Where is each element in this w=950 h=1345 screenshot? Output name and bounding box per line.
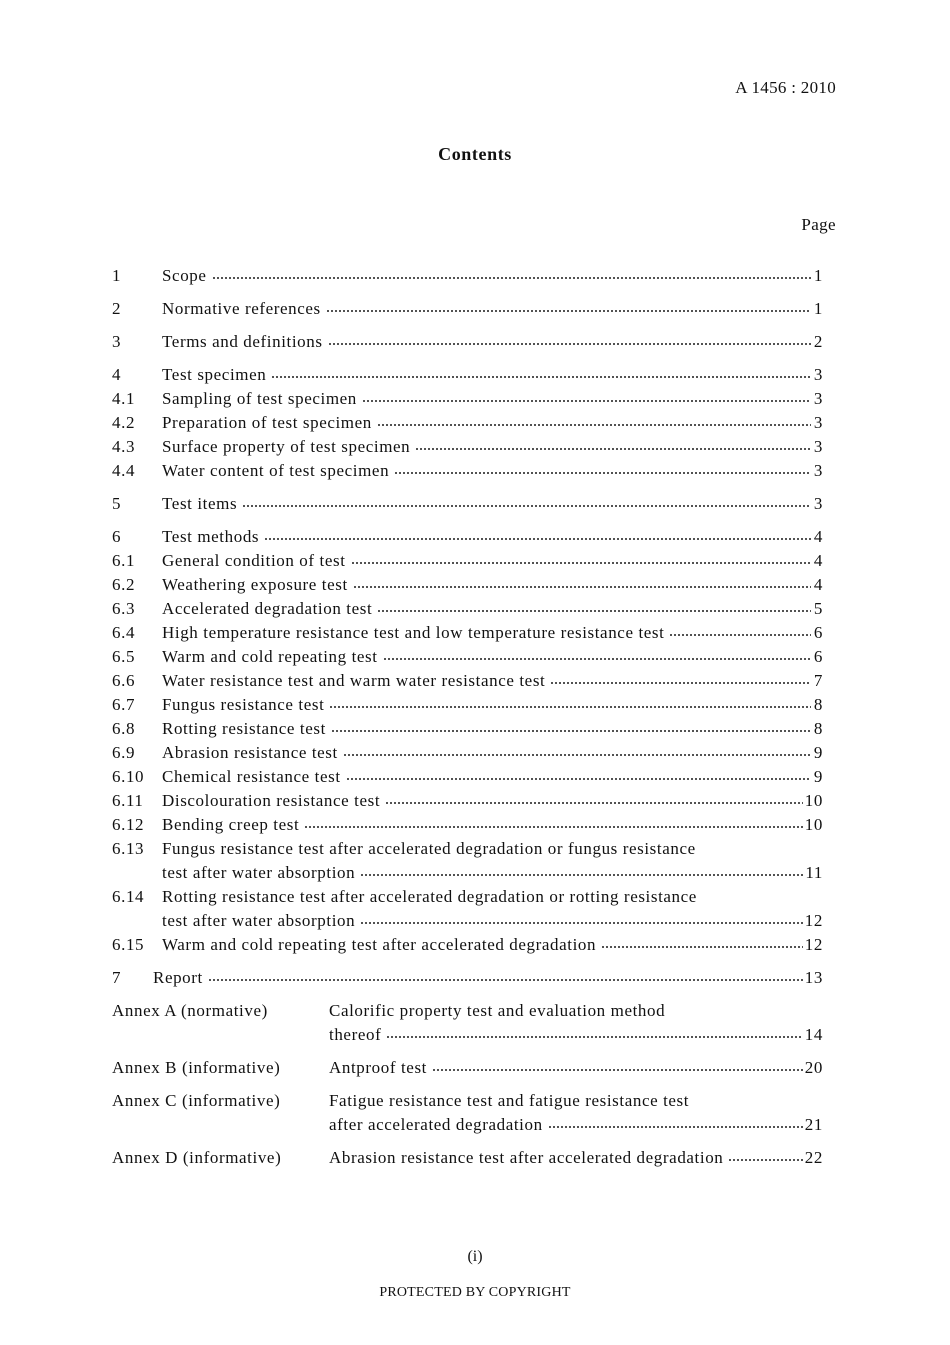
toc-entry[interactable] (112, 741, 823, 765)
toc-title: Accelerated degradation test (162, 599, 373, 618)
dot-leader (242, 505, 811, 507)
toc-number: 6.1 (112, 551, 136, 570)
toc-page: 12 (804, 935, 823, 954)
toc-page: 4 (813, 575, 823, 594)
toc-title: Test items (162, 494, 238, 513)
toc-title-continued: test after water absorption (162, 863, 356, 882)
annex-entry[interactable] (112, 1056, 823, 1080)
toc-number: 6.11 (112, 791, 144, 810)
toc-entry[interactable] (112, 363, 823, 387)
toc-title: Surface property of test specimen (162, 437, 411, 456)
dot-leader (208, 979, 803, 981)
toc-number: 6.9 (112, 743, 136, 762)
toc-entry[interactable] (112, 693, 823, 717)
toc-page: 13 (804, 968, 823, 987)
annex-label: Annex D (informative) (112, 1148, 282, 1167)
toc-page: 3 (813, 365, 823, 384)
toc-entry[interactable] (112, 435, 823, 459)
annex-title-continued: after accelerated degradation (329, 1115, 543, 1134)
dot-leader (669, 634, 811, 636)
annex-entry-continuation[interactable] (112, 1113, 823, 1137)
annex-title: Abrasion resistance test after accelerated degradation (329, 1148, 724, 1167)
dot-leader (385, 802, 803, 804)
dot-leader (304, 826, 802, 828)
toc-title: Fungus resistance test (162, 695, 325, 714)
dot-leader (328, 343, 811, 345)
toc-entry[interactable] (112, 492, 823, 516)
toc-number: 6.5 (112, 647, 136, 666)
dot-leader (432, 1069, 803, 1071)
dot-leader (271, 376, 811, 378)
dot-leader (377, 610, 811, 612)
annex-title: Antproof test (329, 1058, 427, 1077)
toc-page: 9 (813, 767, 823, 786)
toc-page: 3 (813, 461, 823, 480)
toc-number: 4.3 (112, 437, 136, 456)
toc-entry[interactable] (112, 789, 823, 813)
toc-page: 4 (813, 551, 823, 570)
toc-entry[interactable] (112, 621, 823, 645)
toc-number: 6.3 (112, 599, 136, 618)
toc-number: 6.14 (112, 887, 145, 906)
toc-page: 10 (804, 815, 823, 834)
toc-number: 6.10 (112, 767, 145, 786)
toc-entry[interactable] (112, 597, 823, 621)
toc-number: 2 (112, 299, 122, 318)
dot-leader (360, 922, 803, 924)
toc-entry-continuation[interactable] (112, 909, 823, 933)
page-title: Contents (438, 144, 512, 164)
toc-entry[interactable] (112, 765, 823, 789)
dot-leader (212, 277, 811, 279)
toc-entry[interactable] (112, 717, 823, 741)
dot-leader (326, 310, 811, 312)
toc-number: 4.1 (112, 389, 136, 408)
footer-page-number: (i) (467, 1248, 483, 1265)
toc-title: Test methods (162, 527, 260, 546)
toc-number: 4.2 (112, 413, 136, 432)
dot-leader (346, 778, 811, 780)
toc-title: Chemical resistance test (162, 767, 341, 786)
dot-leader (386, 1036, 802, 1038)
toc-entry[interactable] (112, 966, 823, 990)
dot-leader (353, 586, 811, 588)
toc-title: High temperature resistance test and low temperature resistance test (162, 623, 665, 642)
toc-title: Weathering exposure test (162, 575, 348, 594)
toc-entry[interactable] (112, 813, 823, 837)
toc-entry[interactable] (112, 525, 823, 549)
toc-title: Water content of test specimen (162, 461, 390, 480)
toc-page: 1 (813, 299, 823, 318)
toc-page: 3 (813, 437, 823, 456)
toc-number: 4.4 (112, 461, 136, 480)
toc-entry[interactable] (112, 645, 823, 669)
toc-entry[interactable] (112, 387, 823, 411)
toc-title: Terms and definitions (162, 332, 323, 351)
toc-number: 6.7 (112, 695, 136, 714)
toc-entry[interactable] (112, 669, 823, 693)
dot-leader (331, 730, 811, 732)
toc-title: General condition of test (162, 551, 346, 570)
toc-title: Report (153, 968, 203, 987)
dot-leader (351, 562, 811, 564)
toc-page: 3 (813, 413, 823, 432)
toc-title: Water resistance test and warm water resistance test (162, 671, 546, 690)
toc-page: 6 (813, 623, 823, 642)
toc-page: 1 (813, 266, 823, 285)
toc-page: 7 (813, 671, 823, 690)
toc-title: Fungus resistance test after accelerated degradation or fungus resistance (162, 839, 696, 858)
toc-title: Sampling of test specimen (162, 389, 357, 408)
toc-page: 3 (813, 494, 823, 513)
toc-number: 6 (112, 527, 122, 546)
annex-page: 20 (804, 1058, 823, 1077)
annex-title: Fatigue resistance test and fatigue resistance test (329, 1091, 690, 1110)
table-of-contents (112, 264, 823, 1170)
toc-entry[interactable] (112, 933, 823, 957)
toc-number: 6.4 (112, 623, 136, 642)
annex-entry[interactable] (112, 1089, 823, 1113)
annex-entry[interactable] (112, 999, 823, 1023)
toc-title: Rotting resistance test (162, 719, 326, 738)
page-column-label: Page (801, 215, 836, 234)
toc-entry-continuation[interactable] (112, 861, 823, 885)
annex-page: 21 (804, 1115, 823, 1134)
dot-leader (548, 1126, 803, 1128)
toc-page: 3 (813, 389, 823, 408)
dot-leader (343, 754, 811, 756)
copyright-notice: PROTECTED BY COPYRIGHT (379, 1285, 571, 1300)
toc-number: 6.12 (112, 815, 145, 834)
toc-page: 12 (804, 911, 823, 930)
dot-leader (550, 682, 811, 684)
toc-number: 6.6 (112, 671, 136, 690)
toc-number: 7 (112, 968, 122, 987)
toc-number: 6.15 (112, 935, 145, 954)
toc-number: 6.8 (112, 719, 136, 738)
dot-leader (264, 538, 811, 540)
toc-entry[interactable] (112, 573, 823, 597)
annex-title: Calorific property test and evaluation method (329, 1001, 666, 1020)
toc-title: Rotting resistance test after accelerated degradation or rotting resistance (162, 887, 697, 906)
annex-label: Annex B (informative) (112, 1058, 281, 1077)
annex-entry-continuation[interactable] (112, 1023, 823, 1047)
toc-title: Warm and cold repeating test after accelerated degradation (162, 935, 597, 954)
dot-leader (383, 658, 811, 660)
dot-leader (394, 472, 811, 474)
dot-leader (415, 448, 811, 450)
toc-entry[interactable] (112, 264, 823, 288)
standard-id: A 1456 : 2010 (735, 78, 836, 97)
toc-page: 5 (813, 599, 823, 618)
annex-page: 22 (804, 1148, 823, 1167)
toc-number: 6.2 (112, 575, 136, 594)
toc-entry[interactable] (112, 330, 823, 354)
toc-number: 1 (112, 266, 122, 285)
toc-page: 6 (813, 647, 823, 666)
annex-page: 14 (804, 1025, 823, 1044)
dot-leader (329, 706, 811, 708)
toc-title: Normative references (162, 299, 321, 318)
toc-page: 10 (804, 791, 823, 810)
toc-page: 9 (813, 743, 823, 762)
toc-entry[interactable] (112, 549, 823, 573)
toc-page: 4 (813, 527, 823, 546)
annex-label: Annex C (informative) (112, 1091, 281, 1110)
toc-title: Bending creep test (162, 815, 300, 834)
toc-title: Preparation of test specimen (162, 413, 372, 432)
dot-leader (362, 400, 811, 402)
annex-title-continued: thereof (329, 1025, 382, 1044)
dot-leader (360, 874, 803, 876)
dot-leader (601, 946, 803, 948)
dot-leader (728, 1159, 802, 1161)
toc-title: Warm and cold repeating test (162, 647, 378, 666)
toc-title-continued: test after water absorption (162, 911, 356, 930)
toc-number: 4 (112, 365, 122, 384)
toc-number: 6.13 (112, 839, 145, 858)
dot-leader (377, 424, 811, 426)
toc-page: 2 (813, 332, 823, 351)
toc-entry[interactable] (112, 297, 823, 321)
toc-page: 8 (813, 695, 823, 714)
toc-page: 8 (813, 719, 823, 738)
toc-title: Test specimen (162, 365, 267, 384)
toc-title: Discolouration resistance test (162, 791, 381, 810)
toc-page: 11 (805, 863, 823, 882)
toc-number: 5 (112, 494, 122, 513)
toc-title: Abrasion resistance test (162, 743, 338, 762)
toc-entry[interactable] (112, 411, 823, 435)
toc-entry[interactable] (112, 885, 823, 909)
toc-number: 3 (112, 332, 122, 351)
annex-label: Annex A (normative) (112, 1001, 268, 1020)
toc-entry[interactable] (112, 837, 823, 861)
toc-entry[interactable] (112, 459, 823, 483)
toc-title: Scope (162, 266, 207, 285)
annex-entry[interactable] (112, 1146, 823, 1170)
